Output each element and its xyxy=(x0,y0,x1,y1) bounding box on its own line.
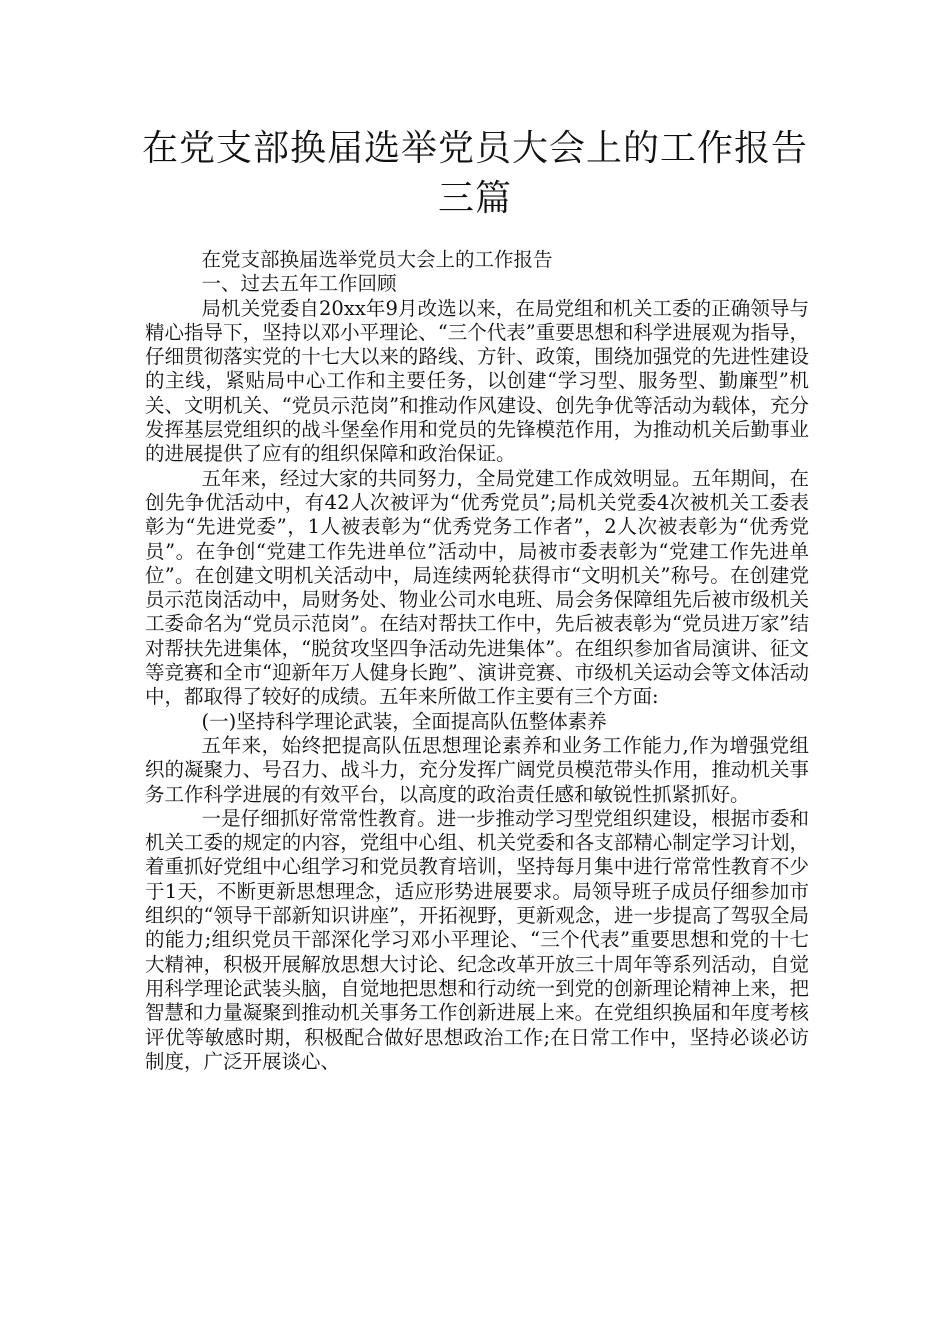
subsection-heading: (一)坚持科学理论武装，全面提高队伍整体素养 xyxy=(201,709,607,733)
section-heading: 一、过去五年工作回顾 xyxy=(201,272,397,296)
document-title xyxy=(120,124,830,224)
paragraph: 五年来，始终把提高队伍思想理论素养和业务工作能力,作为增强党组织的凝聚力、号召力、战斗力，充分发挥广阔党员模范带头作用，推动机关事务工作科学进展的有效平台，以高度的政治责任感和敏锐性抓紧抓好。 xyxy=(145,733,809,806)
paragraph: 五年来，经过大家的共同努力，全局党建工作成效明显。五年期间，在创先争优活动中，有42人次被评为“优秀党员”;局机关党委4次被机关工委表彰为“先进党委”，1人被表彰为“优秀党务工作者”，2人次被表彰为“优秀党员”。在争创“党建工作先进单位”活动中，局被市委表彰为“党建工作先进单位”。在创建文明机关活动中，局连续两轮获得市“文明机关”称号。在创建党员示范岗活动中，局财务处、物业公司水电班、局会务保障组先后被市级机关工委命名为“党员示范岗”。在结对帮扶工作中，先后被表彰为“党员进万家”结对帮扶先进集体，“脱贫攻坚四争活动先进集体”。在组织参加省局演讲、征文等竞赛和全市“迎新年万人健身长跑”、演讲竞赛、市级机关运动会等文体活动中，都取得了较好的成绩。五年来所做工作主要有三个方面: xyxy=(145,466,809,709)
paragraph: 局机关党委自20xx年9月改选以来，在局党组和机关工委的正确领导与精心指导下，坚持以邓小平理论、“三个代表”重要思想和科学进展观为指导，仔细贯彻落实党的十七大以来的路线、方针、政策，围绕加强党的先进性建设的主线，紧贴局中心工作和主要任务，以创建“学习型、服务型、勤廉型”机关、文明机关、“党员示范岗”和推动作风建设、创先争优等活动为载体，充分发挥基层党组织的战斗堡垒作用和党员的先锋模范作用，为推动机关后勤事业的进展提供了应有的组织保障和政治保证。 xyxy=(145,296,809,466)
title-line-1: 在党支部换届选举党员大会上的工作报告 xyxy=(141,128,808,169)
report-subtitle: 在党支部换届选举党员大会上的工作报告 xyxy=(201,248,553,271)
paragraph: 一是仔细抓好常常性教育。进一步推动学习型党组织建设，根据市委和机关工委的规定的内容，党组中心组、机关党委和各支部精心制定学习计划，着重抓好党组中心组学习和党员教育培训，坚持每月集中进行常常性教育不少于1天，不断更新思想理念，适应形势进展要求。局领导班子成员仔细参加市组织的“领导干部新知识讲座”，开拓视野，更新观念，进一步提高了驾驭全局的能力;组织党员干部深化学习邓小平理论、“三个代表”重要思想和党的十七大精神，积极开展解放思想大讨论、纪念改革开放三十周年等系列活动，自觉用科学理论武装头脑，自觉地把思想和行动统一到党的创新理论精神上来，把智慧和力量凝聚到推动机关事务工作创新进展上来。在党组织换届和年度考核评优等敏感时期，积极配合做好思想政治工作;在日常工作中，坚持必谈必访制度，广泛开展谈心、 xyxy=(145,806,809,1073)
document-body xyxy=(145,248,809,1074)
title-line-2: 三篇 xyxy=(437,178,512,219)
